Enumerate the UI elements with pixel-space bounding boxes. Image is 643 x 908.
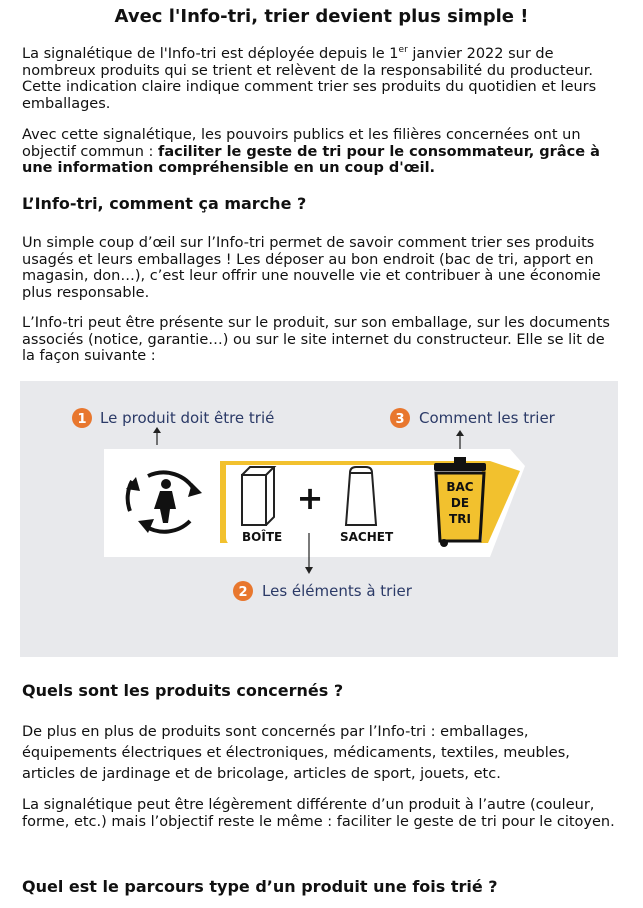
step-2-number: 2 bbox=[238, 585, 248, 600]
bin-text-1: BAC bbox=[446, 480, 474, 494]
intro-paragraph-1: La signalétique de l'Info-tri est déployée depuis le 1er janvier 2022 sur de nombreux produits qui se trient et relèvent de la responsabilité du producteur. Cette indication claire indique comment trier ses produits du quotidien et leurs emballages. bbox=[22, 45, 597, 112]
arrow-head-down bbox=[305, 567, 313, 574]
key-message: faciliter le geste de tri pour le consommateur, grâce à une information compréhensible en un coup d'œil. bbox=[22, 143, 600, 176]
superscript-er: er bbox=[398, 45, 408, 56]
page-title: Avec l'Info-tri, trier devient plus simple ! bbox=[114, 6, 529, 27]
how-it-works-paragraph-1: Un simple coup d’œil sur l’Info-tri permet de savoir comment trier ses produits usagés et leurs emballages ! Les déposer au bon endroit (bac de tri, apport en magasin, don…), c’est leur offrir une nouvelle vie et contribuer à une économie plus responsable. bbox=[22, 235, 601, 301]
section-heading-products: Quels sont les produits concernés ? bbox=[22, 681, 344, 700]
bin-text-2: DE bbox=[450, 496, 470, 510]
step-2-label: Les éléments à trier bbox=[262, 582, 412, 600]
section-heading-journey: Quel est le parcours type d’un produit une fois trié ? bbox=[22, 877, 498, 896]
arrow-head-right bbox=[456, 430, 464, 436]
intro-paragraph-2: Avec cette signalétique, les pouvoirs publics et les filières concernées ont un objectif commun : faciliter le geste de tri pour le consommateur, grâce à une information compréhensible en un coup d'œil. bbox=[22, 127, 600, 176]
arrow-head-left bbox=[153, 427, 161, 433]
products-paragraph-1: De plus en plus de produits sont concernés par l’Info-tri : emballages, équipements électriques et électroniques, médicaments, textiles, meubles, articles de jardinage et de bricolage, articles de sport, jouets, etc. bbox=[22, 724, 570, 782]
step-1-label: Le produit doit être trié bbox=[100, 409, 275, 427]
how-it-works-paragraph-2: L’Info-tri peut être présente sur le produit, sur son emballage, sur les documents associés (notice, garantie…) ou sur le site internet du constructeur. Elle se lit de la façon suivante : bbox=[22, 315, 610, 364]
products-paragraph-2: La signalétique peut être légèrement différente d’un produit à l’autre (couleur, forme, etc.) mais l’objectif reste le même : faciliter le geste de tri pour le citoyen. bbox=[22, 797, 615, 830]
item-2-label: SACHET bbox=[340, 530, 394, 544]
bin-text-3: TRI bbox=[449, 512, 471, 526]
section-heading-how-it-works: L’Info-tri, comment ça marche ? bbox=[22, 194, 307, 213]
step-3-label: Comment les trier bbox=[419, 409, 555, 427]
info-tri-diagram bbox=[20, 381, 618, 657]
item-1-label: BOÎTE bbox=[242, 530, 283, 544]
step-3-number: 3 bbox=[395, 412, 405, 427]
plus-sign: + bbox=[296, 479, 324, 517]
step-1-number: 1 bbox=[77, 412, 87, 427]
